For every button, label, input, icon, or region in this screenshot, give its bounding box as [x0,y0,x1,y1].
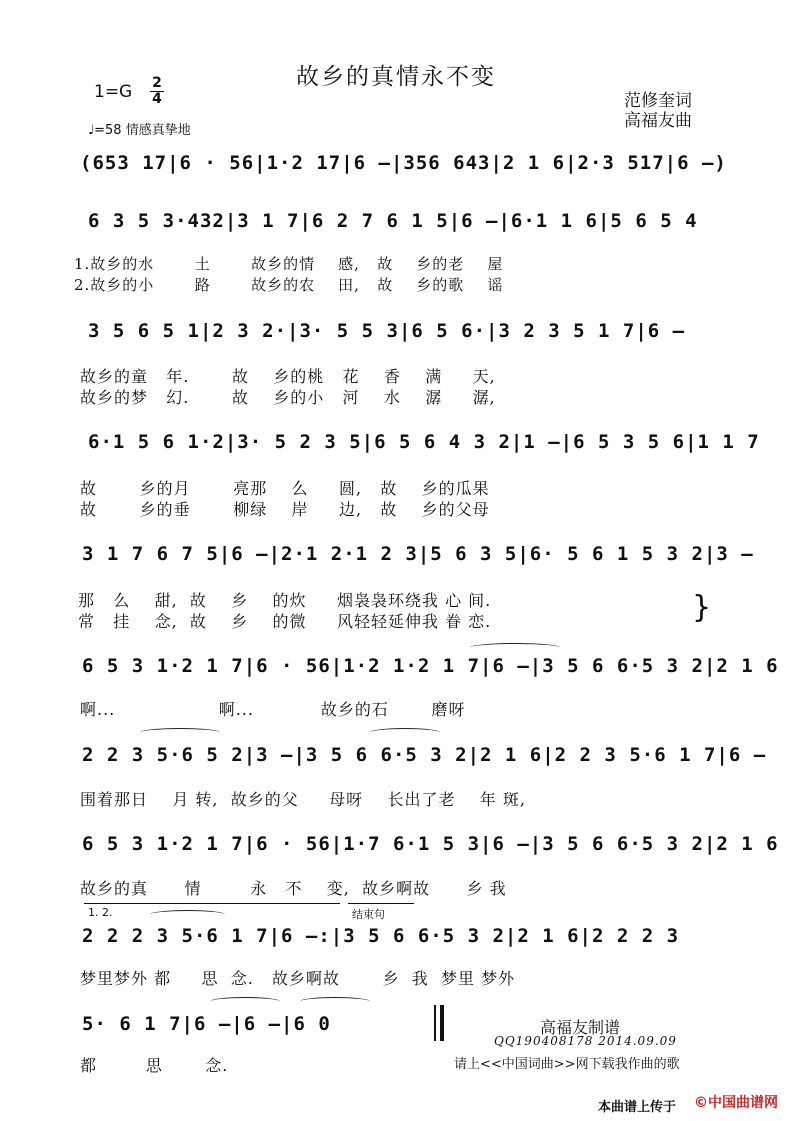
score-row-10-notes: 5· 6 1 7|6 –|6 –|6 0 [82,1013,331,1035]
slur [300,997,370,1006]
score-row-4-notes: 6·1 5 6 1·2|3· 5 2 3 5|6 5 6 4 3 2|1 –|6 5 3 5 6|1 1 7 [88,431,760,453]
score-row-8-lyric-1: 故乡的真 情 永 不 变, 故乡啊故 乡 我 [80,879,507,898]
score-row-10-lyric-1: 都 思 念. [80,1056,229,1075]
score-row-3-lyric-2: 故乡的梦 幻. 故 乡的小 河 水 潺 潺, [80,388,496,407]
repeat-brace: } [692,590,712,625]
score-row-6-notes: 6 5 3 1·2 1 7|6 · 56|1·2 1·2 1 7|6 –|3 5 6 6·5 3 2|2 1 6 [82,655,779,677]
score-row-2-lyric-1: 1.故乡的水 土 故乡的情 感, 故 乡的老 屋 [74,255,504,273]
composer-credit: 高福友曲 [624,111,692,131]
score-row-4-lyric-2: 故 乡的垂 柳绿 岸 边, 故 乡的父母 [80,500,490,519]
upload-notice: 本曲谱上传于 [598,1100,677,1115]
volta-label: 1. 2. [88,906,113,919]
score-row-7-notes: 2 2 3 5·6 5 2|3 –|3 5 6 6·5 3 2|2 1 6|2 2 3 5·6 1 7|6 – [82,744,767,766]
score-row-5-lyric-1: 那 么 甜, 故 乡 的炊 烟袅袅环绕我 心 间. [78,591,492,610]
score-row-8-notes: 6 5 3 1·2 1 7|6 · 56|1·7 6·1 5 3|6 –|3 5 6 6·5 3 2|2 1 6 [82,833,779,855]
score-row-3-notes: 3 5 6 5 1|2 3 2·|3· 5 5 3|6 5 6·|3 2 3 5 1 7|6 – [88,320,686,342]
final-barline-thin [434,1005,436,1041]
time-signature: 2 4 [150,76,164,107]
score-row-2-lyric-2: 2.故乡的小 路 故乡的农 田, 故 乡的歌 谣 [74,276,504,294]
score-row-5-lyric-2: 常 挂 念, 故 乡 的微 风轻轻延伸我 眷 恋. [78,612,492,631]
score-row-1-notes: (653 17|6 · 56|1·2 17|6 –|356 643|2 1 6|2·3 517|6 –) [80,152,727,174]
contact-info: QQ190408178 2014.09.09 [494,1034,677,1048]
logo-icon: © [694,1095,708,1111]
slur [140,728,220,737]
slur [370,728,440,737]
final-barline [440,1005,444,1041]
volta-bracket [84,903,340,904]
tempo-marking: ♩=58 情感真挚地 [88,123,191,138]
score-row-5-notes: 3 1 7 6 7 5|6 –|2·1 2·1 2 3|5 6 3 5|6· 5 6 1 5 3 2|3 – [82,543,754,565]
ending-bracket [348,903,414,904]
score-row-2-notes: 6 3 5 3·432|3 1 7|6 2 7 6 1 5|6 –|6·1 1 6|5 6 5 4 [88,210,698,232]
slur [210,997,280,1006]
score-row-9-lyric-1: 梦里梦外 都 思 念. 故乡啊故 乡 我 梦里 梦外 [80,969,516,988]
ending-label: 结束句 [352,908,385,921]
site-logo[interactable] [694,1092,778,1112]
song-title: 故乡的真情永不变 [296,64,496,90]
score-row-4-lyric-1: 故 乡的月 亮那 么 圆, 故 乡的瓜果 [80,479,490,498]
slur [150,910,225,919]
score-row-7-lyric-1: 围着那日 月 转, 故乡的父 母呀 长出了老 年 斑, [80,790,526,809]
logo-text: 中国曲谱网 [708,1095,778,1111]
score-row-3-lyric-1: 故乡的童 年. 故 乡的桃 花 香 满 天, [80,367,496,386]
key-signature: 1=G [94,82,133,102]
download-note: 请上<<中国词曲>>网下载我作曲的歌 [454,1057,680,1072]
slur [470,643,560,652]
score-row-9-notes: 2 2 2 3 5·6 1 7|6 –:|3 5 6 6·5 3 2|2 1 6|2 2 2 3 [82,925,680,947]
lyricist-credit: 范修奎词 [624,91,692,111]
score-row-6-lyric-1: 啊... 啊... 故乡的石 磨呀 [80,700,466,719]
arranger-credit: 高福友制谱 [540,1018,621,1037]
